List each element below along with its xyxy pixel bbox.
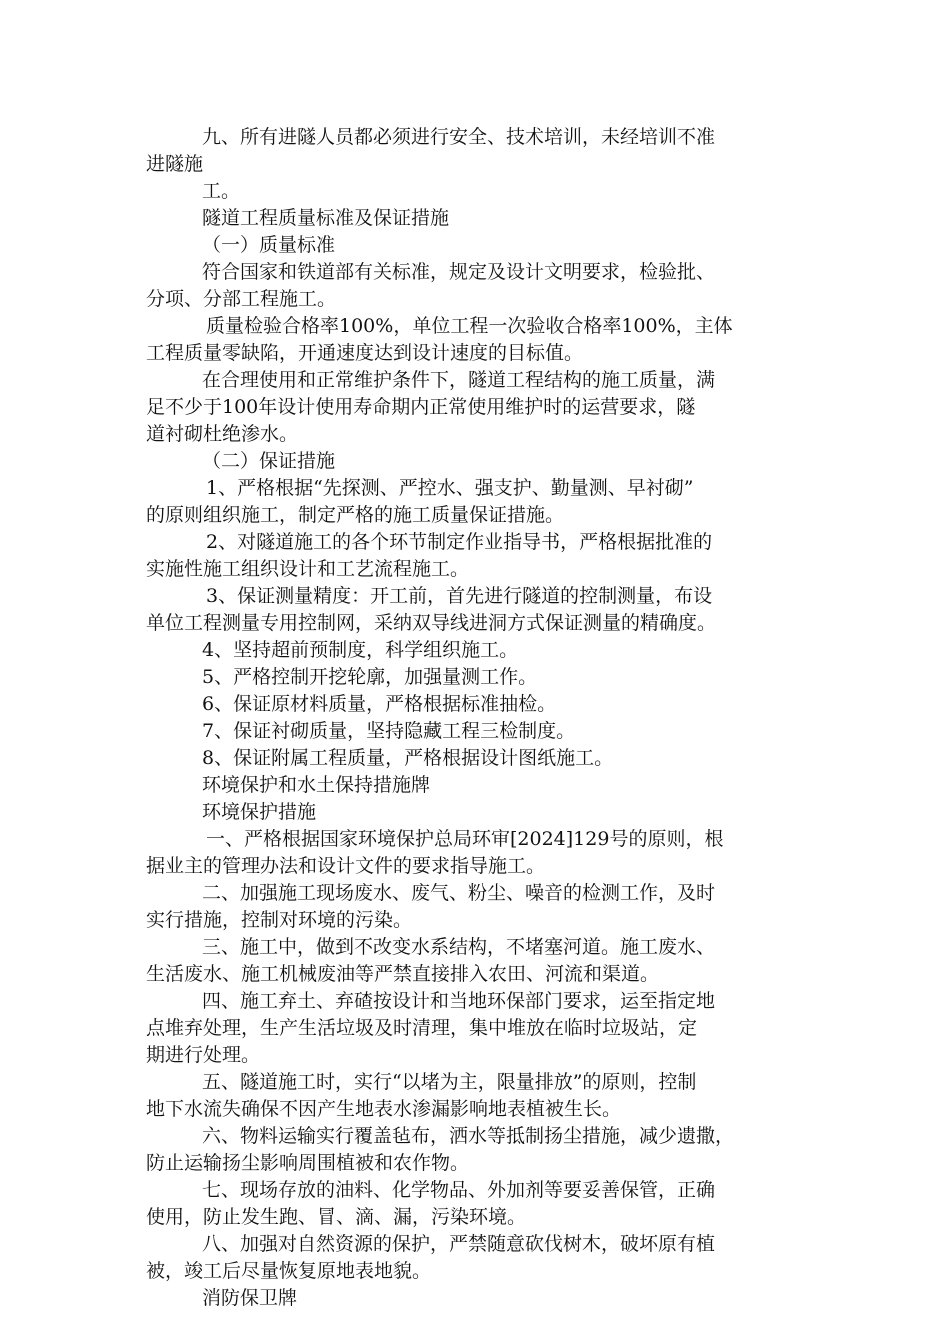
text-line: 九、所有进隧人员都必须进行安全、技术培训，未经培训不准 bbox=[202, 126, 716, 148]
text-line: 四、施工弃土、弃碴按设计和当地环保部门要求，运至指定地 bbox=[202, 990, 716, 1012]
text-line: （一）质量标准 bbox=[202, 234, 336, 256]
text-line: 期进行处理。 bbox=[146, 1044, 261, 1066]
text-line: 六、物料运输实行覆盖毡布，洒水等抵制扬尘措施，减少遗撒， bbox=[202, 1125, 735, 1147]
text-line: 1、严格根据“先探测、严控水、强支护、勤量测、早衬砌” bbox=[206, 477, 694, 499]
text-line: 5、严格控制开挖轮廓，加强量测工作。 bbox=[202, 666, 538, 688]
text-line: 一、严格根据国家环境保护总局环审[2024]129号的原则，根 bbox=[206, 828, 724, 850]
text-line: 道衬砌杜绝渗水。 bbox=[146, 423, 299, 445]
text-line: 环境保护和水土保持措施牌 bbox=[202, 774, 431, 796]
text-line: 进隧施 bbox=[146, 153, 204, 175]
text-line: 的原则组织施工，制定严格的施工质量保证措施。 bbox=[146, 504, 565, 526]
text-line: 五、隧道施工时，实行“以堵为主，限量排放”的原则，控制 bbox=[202, 1071, 697, 1093]
document-body bbox=[146, 124, 808, 1312]
text-line: 地下水流失确保不因产生地表水渗漏影响地表植被生长。 bbox=[146, 1098, 622, 1120]
text-line: 据业主的管理办法和设计文件的要求指导施工。 bbox=[146, 855, 546, 877]
text-line: 环境保护措施 bbox=[202, 801, 317, 823]
text-line: 二、加强施工现场废水、废气、粉尘、噪音的检测工作，及时 bbox=[202, 882, 716, 904]
text-line: 质量检验合格率100%，单位工程一次验收合格率100%，主体 bbox=[206, 315, 733, 337]
text-line: 7、保证衬砌质量，坚持隐藏工程三检制度。 bbox=[202, 720, 576, 742]
text-line: 3、保证测量精度：开工前，首先进行隧道的控制测量，布设 bbox=[206, 585, 713, 607]
text-line: （二）保证措施 bbox=[202, 450, 336, 472]
text-line: 单位工程测量专用控制网，采纳双导线进洞方式保证测量的精确度。 bbox=[146, 612, 717, 634]
text-line: 三、施工中，做到不改变水系结构，不堵塞河道。施工废水、 bbox=[202, 936, 716, 958]
text-line: 6、保证原材料质量，严格根据标准抽检。 bbox=[202, 693, 557, 715]
text-line: 2、对隧道施工的各个环节制定作业指导书，严格根据批准的 bbox=[206, 531, 713, 553]
text-line: 分项、分部工程施工。 bbox=[146, 288, 337, 310]
text-line: 实行措施，控制对环境的污染。 bbox=[146, 909, 413, 931]
text-line: 八、加强对自然资源的保护，严禁随意砍伐树木，破坏原有植 bbox=[202, 1233, 716, 1255]
text-line: 被，竣工后尽量恢复原地表地貌。 bbox=[146, 1260, 432, 1282]
text-line: 8、保证附属工程质量，严格根据设计图纸施工。 bbox=[202, 747, 614, 769]
text-line: 防止运输扬尘影响周围植被和农作物。 bbox=[146, 1152, 470, 1174]
text-line: 消防保卫牌 bbox=[202, 1287, 298, 1309]
text-line: 符合国家和铁道部有关标准，规定及设计文明要求，检验批、 bbox=[202, 261, 716, 283]
text-line: 工。 bbox=[202, 180, 241, 202]
text-line: 实施性施工组织设计和工艺流程施工。 bbox=[146, 558, 470, 580]
text-line: 足不少于100年设计使用寿命期内正常使用维护时的运营要求，隧 bbox=[146, 396, 696, 418]
text-line: 生活废水、施工机械废油等严禁直接排入农田、河流和渠道。 bbox=[146, 963, 660, 985]
text-line: 七、现场存放的油料、化学物品、外加剂等要妥善保管，正确 bbox=[202, 1179, 716, 1201]
text-line: 使用，防止发生跑、冒、滴、漏，污染环境。 bbox=[146, 1206, 527, 1228]
text-line: 在合理使用和正常维护条件下，隧道工程结构的施工质量，满 bbox=[202, 369, 716, 391]
text-line: 点堆弃处理，生产生活垃圾及时清理，集中堆放在临时垃圾站，定 bbox=[146, 1017, 698, 1039]
text-line: 工程质量零缺陷，开通速度达到设计速度的目标值。 bbox=[146, 342, 584, 364]
text-line: 隧道工程质量标准及保证措施 bbox=[202, 207, 450, 229]
text-line: 4、坚持超前预制度，科学组织施工。 bbox=[202, 639, 519, 661]
